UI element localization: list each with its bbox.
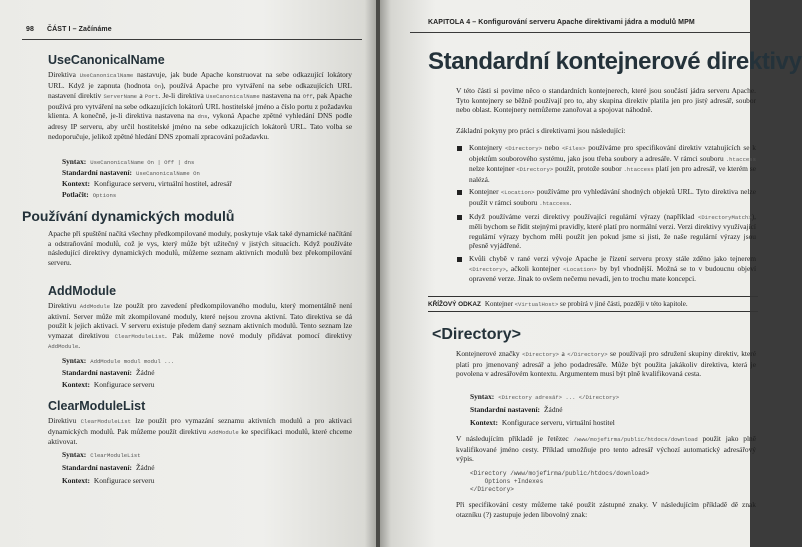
directive-context-directory: Kontext: Konfigurace serveru, virtuální hostitel: [470, 418, 615, 427]
bullet-square-icon: [457, 146, 462, 151]
inline-code: <Directory>: [469, 265, 506, 273]
inline-code: UseCanonicalName: [79, 72, 134, 79]
inline-code: Port: [144, 93, 159, 101]
bullet-square-icon: [457, 190, 462, 195]
inline-code: <Location>: [563, 265, 597, 273]
text-run: a: [137, 91, 145, 101]
inline-code: </Directory>: [567, 351, 608, 358]
text-run: , pak Apache používá pro vytváření na sebe odkazujících lokátorů URL hostitelské jméno a číslo portu z požadavku klienta. A konečně, je-li direktiva nastavena na: [48, 91, 353, 121]
text-run: ), používá Apache pro vytváření na sebe odkazujících URL nastavení direktiv: [48, 80, 352, 101]
text-run: použit jako plně kvalifikované jméno cesty. Příklad umožňuje pro tento adresář výchozí automatický adresářový výpis.: [456, 434, 757, 464]
inline-code: ClearModuleList: [80, 418, 131, 425]
inline-code: AddModule: [79, 303, 110, 310]
text-run: lze použít pro zavedení předkompilovaného modulu, který momentálně není aktivní. Server může mít zkompilované moduly, které nejsou zrovna aktivní. Tato direktiva se dá použít k jejich aktivaci. V serveru existuje předem daný seznam aktivních modulů. Tento seznam lze vymazat direktivou: [48, 301, 352, 340]
inline-code: .htaccess: [725, 155, 756, 163]
right-page: [380, 0, 802, 547]
text-run: Apache při spuštění načítá všechny předkompilované moduly, poskytuje však také dynamické načítání a odstraňování modulů, což je vys, který může být užitečný v jistých situacích. Když používáte následující direktivy dynamických modulů, můžeme seznam aktivních modulů bez překompilování serveru.: [48, 229, 352, 267]
directive-default-directory: Standardní nastavení: Žádné: [470, 405, 563, 414]
paragraph-dynamic-modules: [48, 229, 352, 267]
text-run: Direktivu: [48, 301, 80, 310]
bullet-square-icon: [457, 215, 462, 220]
running-head-right: KAPITOLA 4 – Konfigurování serveru Apache direktivami jádra a modulů MPM: [428, 19, 695, 26]
text-run: Kontejner: [469, 187, 501, 197]
text-run: Když používáme verzi direktivy používající regulární výrazy (například: [469, 211, 698, 221]
text-run: nebo: [541, 143, 562, 152]
inline-code: <Files>: [561, 145, 586, 152]
header-rule-right: [410, 32, 750, 33]
text-run: . Je-li direktiva: [158, 91, 207, 101]
text-run: ke specifikaci modulů, které chceme aktivovat.: [48, 426, 352, 447]
paragraph-addmodule: [48, 301, 352, 352]
directive-context-addmodule: Kontext: Konfigurace serveru: [62, 380, 155, 389]
inline-code: Off: [302, 93, 313, 101]
list-item: [456, 143, 756, 184]
heading-directory: <Directory>: [432, 326, 521, 343]
list-item: [456, 254, 756, 284]
text-run: použít, protože soubor: [553, 164, 624, 174]
text-run: by byl vhodnější. Možná se to v budoucnu objeví opravené verze. Jinak to ovšem nečemu nevadí, jen to trochu mate koncepci.: [469, 263, 757, 284]
cross-reference-note: KŘÍŽOVÝ ODKAZ Kontejner <VirtualHost> se probírá v jiné části, později v této kapitole.: [428, 300, 688, 308]
directive-override-usecanonicalname: Potlačit: Options: [62, 190, 117, 199]
text-run: používáme pro vyhledávání shodných objektů URL. Tyto direktiva nelze použít v rámci souboru: [469, 187, 756, 207]
text-run: nastavena na: [259, 91, 303, 101]
inline-code: AddModule: [208, 428, 239, 436]
heading-dynamic-modules: Používání dynamických modulů: [22, 208, 235, 224]
text-run: lze použít pro vymazání seznamu aktivních modulů a pro aktivaci dynamických modulů. Pak můžeme použít direktivu: [48, 416, 352, 436]
directive-context-usecanonicalname: Kontext: Konfigurace serveru, virtuální hostitel, adresář: [62, 179, 232, 188]
text-run: ), měli bychom se řídit stejnými pravidly, které platí pro normální verzi. Verzi direktivy využívající regulární výrazy bychom měli použít jen pokud jsme si jisti, že naše regulární výrazy jsou přesně vyjádřené.: [469, 211, 756, 251]
cross-reference-rule-bottom: [428, 311, 758, 312]
inline-code: ServerName: [103, 93, 138, 101]
directive-syntax-directory: Syntax: <Directory adresář> ... </Directory>: [470, 392, 620, 401]
directive-syntax-clearmodulelist: Syntax: ClearModuleList: [62, 450, 141, 459]
paragraph-wildcards: Při specifikování cesty můžeme také použít zástupné znaky. V následujícím příkladě dě znak otazníku (?) zastupuje jeden libovolný znak:: [456, 500, 756, 519]
paragraph-example-intro: [456, 434, 756, 464]
inline-code: .htaccess: [623, 166, 654, 174]
text-run: Kvůli chybě v rané verzi vývoje Apache je řízení serveru proxy stále zděno jako tejnerem: [469, 253, 756, 263]
directive-default-addmodule: Standardní nastavení: Žádné: [62, 368, 155, 377]
inline-code: On: [154, 82, 162, 90]
intro-paragraph: V této části si povíme něco o standardních kontejnerech, které jsou součástí jádra serveru Apache. Tyto kontejnery se běžně používají pro to, aby skupina direktiv platila jen pro jistý adresář, soubor nebo oblast. Kontejnery nemůžeme zanořovat a spojovat náhodně.: [456, 86, 756, 115]
page-number: 98: [26, 26, 34, 33]
inline-code: <Location>: [500, 189, 535, 197]
heading-addmodule: AddModule: [48, 284, 117, 298]
text-run: Kontejnerové značky: [456, 349, 523, 358]
directive-default-usecanonicalname: Standardní nastavení: UseCanonicalName On: [62, 168, 200, 177]
inline-code: <Directory>: [516, 166, 554, 174]
text-run: , ačkoli kontejner: [505, 263, 564, 273]
text-run: Kontejnery: [469, 143, 506, 152]
inline-code: <Directory>: [505, 145, 542, 152]
paragraph-directory: [456, 349, 756, 379]
list-item: [456, 212, 756, 251]
inline-code: ClearModuleList: [114, 332, 165, 340]
inline-code: /www/mojefirma/public/htdocs/download: [573, 436, 698, 443]
text-run: V následujícím příkladě je řetězec: [456, 434, 574, 443]
text-run: a: [559, 349, 568, 358]
text-run: .: [78, 341, 81, 351]
text-run: se používají pro sdružení skupiny direktiv, které platí pro jmenovaný adresář a jeho podadresáře. Může být použita jakákoliv direktiva, která je povolena v adresářovém kontextu. Argumentem musí být plně kvalifikovaná cesta.: [456, 349, 756, 379]
inline-code: <Directory>: [522, 351, 560, 358]
text-run: Direktiva: [48, 70, 80, 79]
text-run: nelze kontejner: [469, 164, 517, 174]
text-run: používáme pro specifikování direktiv vztahujících se k objektům souborového systému, jako jsou třeba soubory a adresáře. V rámci souboru: [469, 143, 757, 163]
inline-code: UseCanonicalName: [206, 93, 260, 101]
directive-syntax-usecanonicalname: Syntax: UseCanonicalName On | Off | dns: [62, 157, 195, 166]
chapter-section-title: Standardní kontejnerové direktivy: [428, 48, 802, 75]
text-run: Direktivu: [48, 416, 81, 425]
container-rules-list: [456, 143, 756, 287]
text-run: . Pak můžeme nové moduly přidávat pomocí direktivy: [164, 330, 352, 340]
inline-code: .htaccess: [539, 199, 570, 207]
directive-default-clearmodulelist: Standardní nastavení: Žádné: [62, 463, 155, 472]
heading-usecanonicalname: UseCanonicalName: [48, 53, 165, 67]
list-item: [456, 187, 756, 208]
text-run: .: [569, 197, 572, 207]
bullet-square-icon: [457, 257, 462, 262]
directive-context-clearmodulelist: Kontext: Konfigurace serveru: [62, 476, 155, 485]
heading-clearmodulelist: ClearModuleList: [48, 399, 146, 413]
paragraph-usecanonicalname: [48, 70, 352, 141]
text-run: platí jen pro adresář, ve kterém se nalézá.: [469, 164, 756, 184]
text-run: nastavuje, jak bude Apache konstruovat na sebe odkazující lokátory URL. Když je zapnuta (hodnota: [48, 70, 352, 90]
inline-code: <DirectoryMatch>: [697, 213, 752, 221]
code-example-directory: <Directory /www/mojefirma/public/htdocs/download> Options +Indexes </Directory>: [470, 470, 650, 493]
rules-intro: Základní pokyny pro práci s direktivami jsou následující:: [456, 126, 626, 135]
directive-syntax-addmodule: Syntax: AddModule modul modul ...: [62, 356, 175, 365]
inline-code: AddModule: [48, 343, 79, 351]
header-rule-left: [22, 39, 362, 40]
running-head-left: ČÁST I – Začínáme: [47, 26, 112, 33]
cross-reference-rule-top: [428, 296, 758, 297]
left-page: [0, 0, 376, 547]
text-run: , vykoná Apache zpětné vyhledání DNS podle adresy IP serveru, aby určil hostitelské jméno na sebe odkazujících lokátorů URL. Tato volba se nedoporučuje, jelikož zpětné hledání DNS zpomalí zpracování požadavku.: [48, 111, 352, 141]
inline-code: dns: [197, 113, 208, 121]
paragraph-clearmodulelist: [48, 416, 352, 447]
